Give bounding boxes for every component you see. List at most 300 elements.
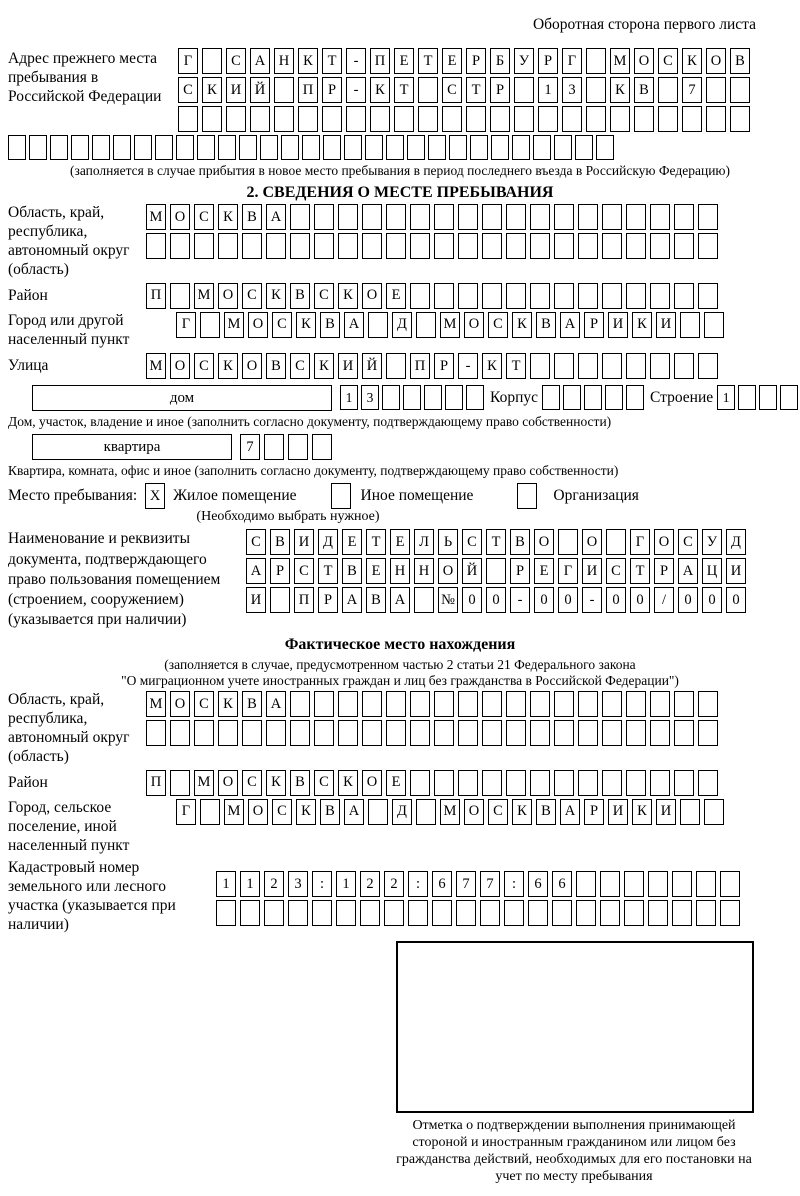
char-box[interactable] bbox=[218, 233, 238, 259]
char-box[interactable] bbox=[290, 204, 310, 230]
char-box[interactable]: Р bbox=[434, 353, 454, 379]
char-box[interactable] bbox=[680, 312, 700, 338]
char-box[interactable]: 0 bbox=[462, 587, 482, 613]
char-box[interactable] bbox=[576, 871, 596, 897]
char-box[interactable]: 1 bbox=[336, 871, 356, 897]
char-box[interactable] bbox=[696, 871, 716, 897]
char-box[interactable]: А bbox=[678, 558, 698, 584]
char-box[interactable] bbox=[418, 77, 438, 103]
char-box[interactable] bbox=[530, 233, 550, 259]
char-box[interactable] bbox=[302, 135, 320, 160]
char-box[interactable] bbox=[428, 135, 446, 160]
char-box[interactable]: Т bbox=[366, 529, 386, 555]
char-box[interactable]: О bbox=[170, 204, 190, 230]
char-box[interactable] bbox=[491, 135, 509, 160]
char-box[interactable] bbox=[482, 233, 502, 259]
char-box[interactable] bbox=[362, 204, 382, 230]
char-box[interactable]: О bbox=[582, 529, 602, 555]
char-box[interactable] bbox=[554, 233, 574, 259]
char-box[interactable]: С bbox=[194, 353, 214, 379]
char-box[interactable] bbox=[410, 204, 430, 230]
char-box[interactable] bbox=[458, 720, 478, 746]
char-box[interactable] bbox=[626, 233, 646, 259]
char-box[interactable] bbox=[408, 900, 428, 926]
char-box[interactable]: К bbox=[218, 204, 238, 230]
char-box[interactable] bbox=[698, 283, 718, 309]
char-box[interactable]: 0 bbox=[630, 587, 650, 613]
char-box[interactable]: И bbox=[656, 312, 676, 338]
char-box[interactable] bbox=[606, 529, 626, 555]
char-box[interactable]: О bbox=[634, 48, 654, 74]
char-box[interactable]: Т bbox=[322, 48, 342, 74]
char-box[interactable] bbox=[506, 720, 526, 746]
char-box[interactable] bbox=[578, 770, 598, 796]
char-box[interactable]: Ь bbox=[438, 529, 458, 555]
char-box[interactable] bbox=[386, 691, 406, 717]
char-box[interactable]: И bbox=[582, 558, 602, 584]
char-box[interactable]: С bbox=[606, 558, 626, 584]
char-box[interactable] bbox=[602, 720, 622, 746]
char-box[interactable]: К bbox=[218, 691, 238, 717]
char-box[interactable]: В bbox=[270, 529, 290, 555]
char-box[interactable]: 2 bbox=[264, 871, 284, 897]
char-box[interactable] bbox=[266, 233, 286, 259]
char-box[interactable]: М bbox=[440, 799, 460, 825]
char-box[interactable] bbox=[416, 799, 436, 825]
char-box[interactable]: М bbox=[146, 204, 166, 230]
char-box[interactable] bbox=[624, 900, 644, 926]
char-box[interactable] bbox=[554, 770, 574, 796]
char-box[interactable] bbox=[71, 135, 89, 160]
char-box[interactable]: В bbox=[634, 77, 654, 103]
char-box[interactable]: К bbox=[296, 799, 316, 825]
char-box[interactable] bbox=[146, 233, 166, 259]
char-box[interactable] bbox=[506, 283, 526, 309]
char-box[interactable]: К bbox=[338, 283, 358, 309]
char-box[interactable]: М bbox=[194, 283, 214, 309]
char-box[interactable] bbox=[626, 720, 646, 746]
char-box[interactable]: С bbox=[658, 48, 678, 74]
char-box[interactable] bbox=[626, 385, 644, 410]
char-box[interactable] bbox=[270, 587, 290, 613]
char-box[interactable]: Т bbox=[630, 558, 650, 584]
char-box[interactable] bbox=[530, 283, 550, 309]
char-box[interactable]: С bbox=[290, 353, 310, 379]
char-box[interactable] bbox=[386, 720, 406, 746]
char-box[interactable]: Е bbox=[386, 283, 406, 309]
char-box[interactable]: 1 bbox=[717, 385, 735, 410]
char-box[interactable]: В bbox=[730, 48, 750, 74]
char-box[interactable]: В bbox=[536, 312, 556, 338]
char-box[interactable] bbox=[260, 135, 278, 160]
char-box[interactable] bbox=[170, 233, 190, 259]
char-box[interactable]: М bbox=[224, 312, 244, 338]
char-box[interactable] bbox=[626, 283, 646, 309]
char-box[interactable]: П bbox=[370, 48, 390, 74]
char-box[interactable]: К bbox=[512, 312, 532, 338]
char-box[interactable]: П bbox=[146, 283, 166, 309]
char-box[interactable]: 1 bbox=[216, 871, 236, 897]
char-box[interactable]: Н bbox=[414, 558, 434, 584]
char-box[interactable]: У bbox=[702, 529, 722, 555]
char-box[interactable]: 3 bbox=[562, 77, 582, 103]
char-box[interactable] bbox=[650, 353, 670, 379]
char-box[interactable] bbox=[504, 900, 524, 926]
char-box[interactable]: И bbox=[246, 587, 266, 613]
char-box[interactable]: Б bbox=[490, 48, 510, 74]
char-box[interactable]: О bbox=[242, 353, 262, 379]
char-box[interactable] bbox=[554, 204, 574, 230]
char-box[interactable] bbox=[290, 720, 310, 746]
char-box[interactable] bbox=[92, 135, 110, 160]
char-box[interactable]: 0 bbox=[486, 587, 506, 613]
char-box[interactable] bbox=[314, 204, 334, 230]
char-box[interactable]: В bbox=[342, 558, 362, 584]
char-box[interactable]: С bbox=[314, 770, 334, 796]
char-box[interactable] bbox=[738, 385, 756, 410]
char-box[interactable] bbox=[704, 312, 724, 338]
char-box[interactable] bbox=[194, 720, 214, 746]
char-box[interactable]: О bbox=[464, 799, 484, 825]
char-box[interactable]: Й bbox=[362, 353, 382, 379]
char-box[interactable] bbox=[445, 385, 463, 410]
char-box[interactable]: : bbox=[504, 871, 524, 897]
char-box[interactable] bbox=[346, 106, 366, 132]
char-box[interactable] bbox=[218, 135, 236, 160]
char-box[interactable] bbox=[386, 204, 406, 230]
char-box[interactable] bbox=[482, 691, 502, 717]
char-box[interactable]: М bbox=[610, 48, 630, 74]
char-box[interactable]: В bbox=[242, 691, 262, 717]
char-box[interactable] bbox=[562, 106, 582, 132]
char-box[interactable]: Г bbox=[562, 48, 582, 74]
char-box[interactable] bbox=[674, 770, 694, 796]
char-box[interactable]: - bbox=[346, 48, 366, 74]
char-box[interactable] bbox=[554, 720, 574, 746]
char-box[interactable] bbox=[274, 106, 294, 132]
char-box[interactable] bbox=[680, 799, 700, 825]
char-box[interactable]: Г bbox=[630, 529, 650, 555]
char-box[interactable]: Е bbox=[390, 529, 410, 555]
char-box[interactable] bbox=[602, 283, 622, 309]
char-box[interactable]: С bbox=[194, 691, 214, 717]
char-box[interactable] bbox=[542, 385, 560, 410]
char-box[interactable] bbox=[696, 900, 716, 926]
char-box[interactable] bbox=[706, 77, 726, 103]
char-box[interactable] bbox=[554, 353, 574, 379]
char-box[interactable]: К bbox=[370, 77, 390, 103]
char-box[interactable] bbox=[449, 135, 467, 160]
char-box[interactable]: Д bbox=[726, 529, 746, 555]
char-box[interactable]: 3 bbox=[361, 385, 379, 410]
char-box[interactable] bbox=[368, 799, 388, 825]
char-box[interactable] bbox=[362, 691, 382, 717]
char-box[interactable]: О bbox=[362, 770, 382, 796]
char-box[interactable] bbox=[29, 135, 47, 160]
char-box[interactable]: Р bbox=[466, 48, 486, 74]
char-box[interactable] bbox=[672, 871, 692, 897]
char-box[interactable] bbox=[384, 900, 404, 926]
char-box[interactable]: С bbox=[272, 312, 292, 338]
char-box[interactable] bbox=[698, 204, 718, 230]
char-box[interactable] bbox=[512, 135, 530, 160]
char-box[interactable]: С bbox=[194, 204, 214, 230]
char-box[interactable]: Т bbox=[506, 353, 526, 379]
char-box[interactable] bbox=[216, 900, 236, 926]
char-box[interactable]: Р bbox=[654, 558, 674, 584]
char-box[interactable]: И bbox=[294, 529, 314, 555]
char-box[interactable]: Р bbox=[538, 48, 558, 74]
char-box[interactable] bbox=[558, 529, 578, 555]
char-box[interactable] bbox=[170, 770, 190, 796]
char-box[interactable]: И bbox=[608, 799, 628, 825]
char-box[interactable]: С bbox=[442, 77, 462, 103]
char-box[interactable]: 7 bbox=[240, 434, 260, 460]
char-box[interactable] bbox=[650, 770, 670, 796]
char-box[interactable] bbox=[480, 900, 500, 926]
char-box[interactable] bbox=[200, 799, 220, 825]
char-box[interactable]: С bbox=[488, 312, 508, 338]
char-box[interactable] bbox=[178, 106, 198, 132]
char-box[interactable]: В bbox=[290, 770, 310, 796]
char-box[interactable] bbox=[338, 720, 358, 746]
char-box[interactable]: С bbox=[272, 799, 292, 825]
char-box[interactable] bbox=[50, 135, 68, 160]
char-box[interactable]: Г bbox=[176, 799, 196, 825]
char-box[interactable] bbox=[482, 770, 502, 796]
char-box[interactable]: О bbox=[706, 48, 726, 74]
char-box[interactable] bbox=[410, 233, 430, 259]
char-box[interactable]: О bbox=[362, 283, 382, 309]
char-box[interactable] bbox=[626, 691, 646, 717]
char-box[interactable] bbox=[386, 135, 404, 160]
char-box[interactable]: В bbox=[242, 204, 262, 230]
char-box[interactable] bbox=[336, 900, 356, 926]
char-box[interactable] bbox=[682, 106, 702, 132]
char-box[interactable]: Н bbox=[274, 48, 294, 74]
char-box[interactable] bbox=[578, 353, 598, 379]
char-box[interactable] bbox=[674, 204, 694, 230]
char-box[interactable]: К bbox=[512, 799, 532, 825]
char-box[interactable] bbox=[458, 233, 478, 259]
char-box[interactable]: 2 bbox=[360, 871, 380, 897]
char-box[interactable]: Р bbox=[584, 312, 604, 338]
char-box[interactable]: - bbox=[458, 353, 478, 379]
char-box[interactable]: С bbox=[294, 558, 314, 584]
char-box[interactable] bbox=[418, 106, 438, 132]
char-box[interactable] bbox=[578, 233, 598, 259]
char-box[interactable]: И bbox=[726, 558, 746, 584]
char-box[interactable]: К bbox=[314, 353, 334, 379]
char-box[interactable] bbox=[578, 691, 598, 717]
char-box[interactable]: С bbox=[242, 283, 262, 309]
char-box[interactable] bbox=[720, 900, 740, 926]
char-box[interactable] bbox=[264, 434, 284, 460]
char-box[interactable] bbox=[554, 135, 572, 160]
char-box[interactable] bbox=[470, 135, 488, 160]
char-box[interactable] bbox=[530, 204, 550, 230]
char-box[interactable] bbox=[202, 48, 222, 74]
char-box[interactable] bbox=[674, 353, 694, 379]
char-box[interactable]: Г bbox=[178, 48, 198, 74]
char-box[interactable] bbox=[602, 233, 622, 259]
char-box[interactable]: 0 bbox=[606, 587, 626, 613]
char-box[interactable] bbox=[506, 233, 526, 259]
char-box[interactable]: Ц bbox=[702, 558, 722, 584]
char-box[interactable]: - bbox=[582, 587, 602, 613]
char-box[interactable] bbox=[528, 900, 548, 926]
char-box[interactable] bbox=[586, 77, 606, 103]
char-box[interactable] bbox=[442, 106, 462, 132]
char-box[interactable] bbox=[365, 135, 383, 160]
char-box[interactable] bbox=[434, 770, 454, 796]
char-box[interactable]: А bbox=[560, 799, 580, 825]
char-box[interactable] bbox=[698, 233, 718, 259]
char-box[interactable] bbox=[650, 283, 670, 309]
char-box[interactable] bbox=[458, 283, 478, 309]
char-box[interactable] bbox=[605, 385, 623, 410]
char-box[interactable] bbox=[563, 385, 581, 410]
char-box[interactable] bbox=[552, 900, 572, 926]
char-box[interactable] bbox=[704, 799, 724, 825]
char-box[interactable] bbox=[200, 312, 220, 338]
char-box[interactable]: О bbox=[248, 312, 268, 338]
char-box[interactable] bbox=[410, 691, 430, 717]
char-box[interactable]: 7 bbox=[682, 77, 702, 103]
char-box[interactable]: Е bbox=[442, 48, 462, 74]
char-box[interactable] bbox=[506, 204, 526, 230]
char-box[interactable]: С bbox=[462, 529, 482, 555]
char-box[interactable]: О bbox=[170, 353, 190, 379]
char-box[interactable]: А bbox=[246, 558, 266, 584]
char-box[interactable] bbox=[274, 77, 294, 103]
char-box[interactable]: К bbox=[632, 312, 652, 338]
char-box[interactable] bbox=[242, 233, 262, 259]
char-box[interactable] bbox=[610, 106, 630, 132]
char-box[interactable] bbox=[698, 353, 718, 379]
char-box[interactable]: П bbox=[298, 77, 318, 103]
char-box[interactable] bbox=[466, 106, 486, 132]
char-box[interactable]: В bbox=[510, 529, 530, 555]
char-box[interactable]: Т bbox=[466, 77, 486, 103]
char-box[interactable] bbox=[434, 720, 454, 746]
char-box[interactable] bbox=[298, 106, 318, 132]
char-box[interactable]: В bbox=[536, 799, 556, 825]
char-box[interactable]: 1 bbox=[240, 871, 260, 897]
char-box[interactable] bbox=[466, 385, 484, 410]
char-box[interactable]: А bbox=[560, 312, 580, 338]
char-box[interactable]: 7 bbox=[480, 871, 500, 897]
char-box[interactable]: - bbox=[510, 587, 530, 613]
char-box[interactable]: М bbox=[146, 691, 166, 717]
char-box[interactable] bbox=[626, 770, 646, 796]
char-box[interactable] bbox=[650, 691, 670, 717]
char-box[interactable] bbox=[486, 558, 506, 584]
char-box[interactable] bbox=[458, 204, 478, 230]
char-box[interactable] bbox=[288, 900, 308, 926]
char-box[interactable] bbox=[674, 720, 694, 746]
char-box[interactable] bbox=[250, 106, 270, 132]
char-box[interactable] bbox=[584, 385, 602, 410]
char-box[interactable]: Р bbox=[490, 77, 510, 103]
char-box[interactable] bbox=[370, 106, 390, 132]
char-box[interactable] bbox=[424, 385, 442, 410]
char-box[interactable]: М bbox=[194, 770, 214, 796]
char-box[interactable] bbox=[672, 900, 692, 926]
char-box[interactable]: 6 bbox=[528, 871, 548, 897]
char-box[interactable] bbox=[490, 106, 510, 132]
char-box[interactable]: / bbox=[654, 587, 674, 613]
char-box[interactable]: В bbox=[320, 799, 340, 825]
checkbox-residential[interactable]: X bbox=[145, 483, 165, 509]
char-box[interactable] bbox=[194, 233, 214, 259]
char-box[interactable] bbox=[407, 135, 425, 160]
char-box[interactable] bbox=[626, 353, 646, 379]
char-box[interactable] bbox=[394, 106, 414, 132]
char-box[interactable]: Д bbox=[392, 312, 412, 338]
char-box[interactable]: У bbox=[514, 48, 534, 74]
char-box[interactable] bbox=[578, 720, 598, 746]
checkbox-other-premises[interactable] bbox=[331, 483, 351, 509]
char-box[interactable] bbox=[533, 135, 551, 160]
char-box[interactable]: В bbox=[266, 353, 286, 379]
char-box[interactable]: : bbox=[408, 871, 428, 897]
char-box[interactable] bbox=[650, 204, 670, 230]
char-box[interactable]: К bbox=[218, 353, 238, 379]
char-box[interactable]: Е bbox=[342, 529, 362, 555]
char-box[interactable] bbox=[434, 283, 454, 309]
char-box[interactable]: : bbox=[312, 871, 332, 897]
char-box[interactable]: К bbox=[298, 48, 318, 74]
char-box[interactable] bbox=[386, 353, 406, 379]
char-box[interactable] bbox=[264, 900, 284, 926]
char-box[interactable] bbox=[170, 283, 190, 309]
char-box[interactable]: В bbox=[320, 312, 340, 338]
char-box[interactable] bbox=[650, 720, 670, 746]
char-box[interactable]: Р bbox=[510, 558, 530, 584]
char-box[interactable] bbox=[600, 871, 620, 897]
char-box[interactable]: С bbox=[226, 48, 246, 74]
char-box[interactable]: Г bbox=[176, 312, 196, 338]
char-box[interactable]: К bbox=[296, 312, 316, 338]
char-box[interactable] bbox=[176, 135, 194, 160]
char-box[interactable] bbox=[197, 135, 215, 160]
char-box[interactable] bbox=[155, 135, 173, 160]
char-box[interactable] bbox=[362, 233, 382, 259]
char-box[interactable]: Р bbox=[318, 587, 338, 613]
char-box[interactable]: А bbox=[344, 312, 364, 338]
char-box[interactable] bbox=[602, 770, 622, 796]
char-box[interactable]: И bbox=[226, 77, 246, 103]
char-box[interactable] bbox=[538, 106, 558, 132]
char-box[interactable] bbox=[578, 204, 598, 230]
char-box[interactable] bbox=[650, 233, 670, 259]
char-box[interactable]: Р bbox=[270, 558, 290, 584]
char-box[interactable]: 0 bbox=[702, 587, 722, 613]
char-box[interactable]: С bbox=[246, 529, 266, 555]
char-box[interactable] bbox=[658, 77, 678, 103]
char-box[interactable] bbox=[322, 106, 342, 132]
char-box[interactable] bbox=[344, 135, 362, 160]
char-box[interactable] bbox=[596, 135, 614, 160]
char-box[interactable] bbox=[530, 691, 550, 717]
char-box[interactable]: Е bbox=[394, 48, 414, 74]
char-box[interactable]: К bbox=[682, 48, 702, 74]
char-box[interactable]: К bbox=[266, 283, 286, 309]
char-box[interactable]: В bbox=[290, 283, 310, 309]
char-box[interactable] bbox=[314, 691, 334, 717]
char-box[interactable] bbox=[239, 135, 257, 160]
